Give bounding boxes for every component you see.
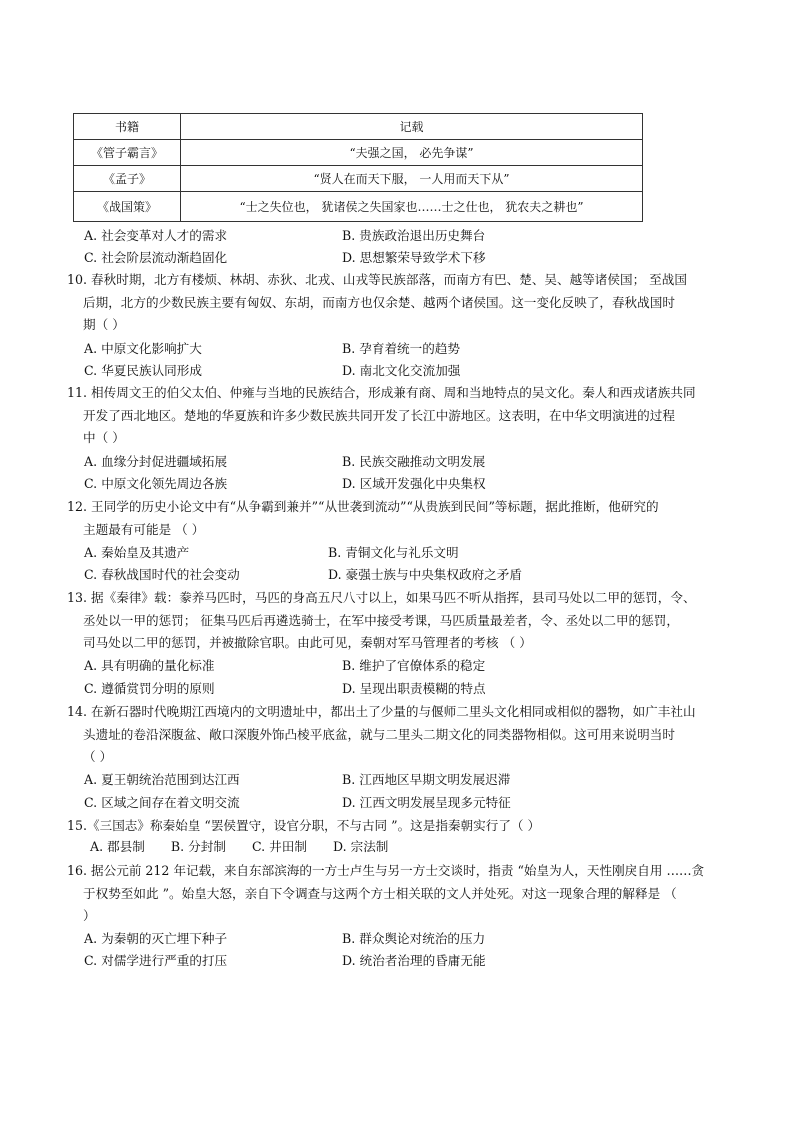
q15-options	[90, 836, 410, 858]
q13-option-d: D. 呈现出职责模糊的特点	[342, 681, 486, 696]
source-table	[73, 113, 643, 222]
q13-line: 丞处以一甲的惩罚； 征集马匹后再遴选骑士，在军中接受考课，马匹质量最差者，令、丞处以二甲的惩罚，	[83, 612, 679, 628]
table-row	[74, 140, 643, 166]
q14-line: 头遗址的卷沿深腹盆、敞口深腹外饰凸棱平底盆，就与二里头二期文化的同类器物相似。这可用来说明当时	[83, 726, 675, 742]
table-cell-book: 《战国策》	[74, 192, 181, 222]
q16-line: ）	[83, 908, 96, 923]
q14-option-c: C. 区域之间存在着文明交流	[84, 795, 240, 810]
q13-option-c: C. 遵循赏罚分明的原则	[84, 681, 215, 696]
q12-line: 主题最有可能是 （ ）	[83, 521, 205, 537]
q15-option-b: B. 分封制	[170, 839, 226, 854]
q9-option-c: C. 社会阶层流动渐趋固化	[84, 250, 228, 265]
table-header-row	[74, 114, 643, 140]
q15-option-c: C. 井田制	[251, 839, 307, 854]
q16-option-d: D. 统治者治理的昏庸无能	[342, 953, 486, 968]
q10-line: 期（ ）	[83, 317, 125, 332]
q12-line: 12. 王同学的历史小论文中有“从争霸到兼并”“从世袭到流动”“从贵族到民间”等标题，据此推断，他研究的	[67, 499, 659, 514]
table-header-record: 记载	[181, 114, 643, 140]
q11-option-a: A. 血缘分封促进疆域拓展	[84, 454, 228, 469]
q11-line: 开发了西北地区。楚地的华夏族和许多少数民族共同开发了长江中游地区。这表明，在中华文明演进的过程	[83, 407, 675, 423]
q15-line: 15.《三国志》称秦始皇 “罢侯置守，设官分职，不与古同 ”。这是指秦朝实行了（ ）	[67, 818, 541, 833]
q9-option-b: B. 贵族政治退出历史舞台	[342, 228, 486, 243]
q12-option-d: D. 豪强士族与中央集权政府之矛盾	[328, 567, 522, 582]
q10-line: 后期，北方的少数民族主要有匈奴、东胡，而南方也仅余楚、越两个诸侯国。这一变化反映了，春秋战国时	[83, 294, 675, 310]
table-row	[74, 192, 643, 222]
table-cell-record: “贤人在而天下服， 一人用而天下从”	[181, 166, 643, 192]
question-13	[67, 587, 747, 655]
question-10	[67, 269, 747, 337]
table-cell-record: “夫强之国， 必先争谋”	[181, 140, 643, 166]
q9-option-d: D. 思想繁荣导致学术下移	[342, 250, 486, 265]
table-cell-book: 《孟子》	[74, 166, 181, 192]
q11-option-b: B. 民族交融推动文明发展	[342, 454, 486, 469]
q14-option-d: D. 江西文明发展呈现多元特征	[342, 795, 511, 810]
table-row	[74, 166, 643, 192]
q13-option-b: B. 维护了官僚体系的稳定	[342, 658, 486, 673]
q16-line: 16. 据公元前 212 年记载，来自东部滨海的一方士卢生与另一方士交谈时，指责 “始皇为人，天性刚戾自用 ……贪	[67, 863, 705, 878]
q13-option-a: A. 具有明确的量化标准	[84, 658, 215, 673]
q10-line: 10. 春秋时期，北方有楼烦、林胡、赤狄、北戎、山戎等民族部落，而南方有巴、楚、吴、越等诸侯国； 至战国	[67, 272, 687, 287]
q9-option-a: A. 社会变革对人才的需求	[84, 228, 228, 243]
q13-line: 司马处以二甲的惩罚，并被撤除官职。由此可见，秦朝对军马管理者的考核 （ ）	[83, 635, 532, 650]
q14-option-b: B. 江西地区早期文明发展迟滞	[342, 772, 511, 787]
q11-option-d: D. 区域开发强化中央集权	[342, 476, 486, 491]
q16-option-a: A. 为秦朝的灭亡埋下种子	[84, 931, 228, 946]
q10-option-a: A. 中原文化影响扩大	[84, 341, 202, 356]
q14-line: （ ）	[83, 749, 113, 764]
question-15	[67, 815, 747, 838]
q14-option-a: A. 夏王朝统治范围到达江西	[84, 772, 240, 787]
q15-option-a: A. 郡县制	[90, 839, 145, 854]
q14-line: 14. 在新石器时代晚期江西境内的文明遗址中，都出土了少量的与偃师二里头文化相同或相似的器物，如广丰社山	[67, 704, 696, 719]
question-14	[67, 701, 747, 769]
question-16	[67, 860, 747, 928]
q11-line: 11. 相传周文王的伯父太伯、仲雍与当地的民族结合，形成兼有商、周和当地特点的吴文化。秦人和西戎诸族共同	[67, 385, 696, 400]
q10-option-d: D. 南北文化交流加强	[342, 363, 461, 378]
q11-option-c: C. 中原文化领先周边各族	[84, 476, 228, 491]
q16-option-b: B. 群众舆论对统治的压力	[342, 931, 486, 946]
question-12	[67, 496, 747, 541]
q12-option-b: B. 青铜文化与礼乐文明	[328, 545, 459, 560]
table-header-book: 书籍	[74, 114, 181, 140]
q12-option-a: A. 秦始皇及其遗产	[84, 545, 190, 560]
q16-option-c: C. 对儒学进行严重的打压	[84, 953, 228, 968]
q13-line: 13. 据《秦律》载：豢养马匹时，马匹的身高五尺八寸以上，如果马匹不听从指挥，县司马处以二甲的惩罚，令、	[67, 590, 696, 605]
q15-option-d: D. 宗法制	[332, 839, 389, 854]
table-cell-record: “士之失位也， 犹诸侯之失国家也……士之仕也， 犹农夫之耕也”	[181, 192, 643, 222]
q11-line: 中（ ）	[83, 430, 125, 445]
table-cell-book: 《管子霸言》	[74, 140, 181, 166]
q16-line: 于权势至如此 ”。始皇大怒，亲自下令调查与这两个方士相关联的文人并处死。对这一现象合理的解释是 （	[83, 885, 677, 901]
q12-option-c: C. 春秋战国时代的社会变动	[84, 567, 240, 582]
question-11	[67, 382, 747, 450]
q10-option-c: C. 华夏民族认同形成	[84, 363, 202, 378]
q10-option-b: B. 孕育着统一的趋势	[342, 341, 461, 356]
